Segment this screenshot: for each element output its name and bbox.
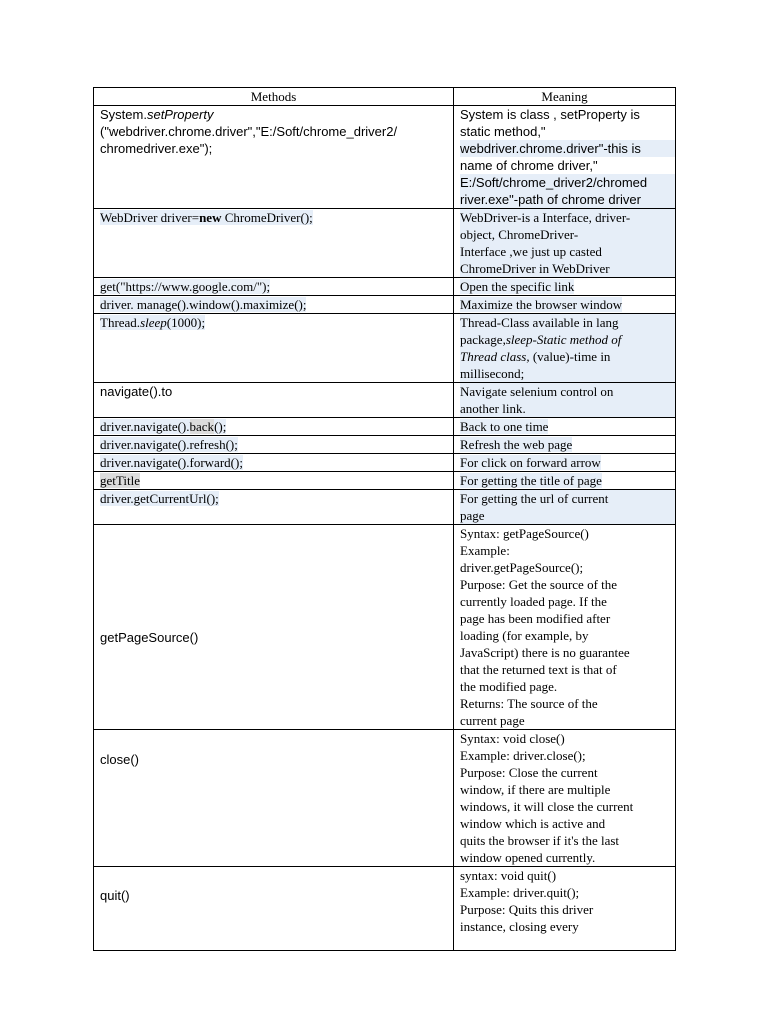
method-cell xyxy=(94,418,454,436)
meaning-line: instance, closing every xyxy=(460,919,579,934)
meaning-line: Example: driver.close(); xyxy=(460,748,586,763)
method-text-highlight: back xyxy=(189,419,215,434)
method-cell xyxy=(94,525,454,730)
method-line xyxy=(100,106,453,123)
table-row xyxy=(94,383,676,418)
table-row xyxy=(94,209,676,278)
meaning-line: JavaScript) there is no guarantee xyxy=(460,645,630,660)
meaning-text: package, xyxy=(460,332,506,347)
table-row xyxy=(94,436,676,454)
meaning-cell xyxy=(454,106,676,209)
method-cell xyxy=(94,867,454,951)
method-text: System. xyxy=(100,107,147,122)
method-text: quit() xyxy=(100,888,130,903)
meaning-line: syntax: void quit() xyxy=(460,868,557,883)
meaning-line: System is class , setProperty is xyxy=(460,107,640,122)
meaning-line: static method," xyxy=(460,124,546,139)
meaning-line: E:/Soft/chrome_driver2/chromed xyxy=(460,174,675,191)
method-cell xyxy=(94,296,454,314)
table-row xyxy=(94,454,676,472)
method-text: (); xyxy=(214,419,227,434)
meaning-line: ChromeDriver in WebDriver xyxy=(460,260,675,277)
method-line xyxy=(100,210,313,225)
meaning-line: loading (for example, by xyxy=(460,628,589,643)
meaning-line: window, if there are multiple xyxy=(460,782,611,797)
meaning-text: Refresh the web page xyxy=(460,437,573,452)
meaning-line: that the returned text is that of xyxy=(460,662,617,677)
meaning-cell xyxy=(454,472,676,490)
method-text: ChromeDriver(); xyxy=(221,210,313,225)
meaning-text: Back to one time xyxy=(460,419,549,434)
table-row xyxy=(94,490,676,525)
method-text: driver.getCurrentUrl(); xyxy=(100,491,219,506)
meaning-line: WebDriver-is a Interface, driver- xyxy=(460,209,675,226)
meaning-line: webdriver.chrome.driver"-this is xyxy=(460,140,675,157)
table-header-row xyxy=(94,88,676,106)
meaning-line: Syntax: getPageSource() xyxy=(460,526,589,541)
meaning-line: Returns: The source of the xyxy=(460,696,598,711)
meaning-line: Purpose: Close the current xyxy=(460,765,598,780)
meaning-cell xyxy=(454,454,676,472)
table-row xyxy=(94,314,676,383)
meaning-line: page xyxy=(460,507,675,524)
table-row xyxy=(94,472,676,490)
header-meaning: Meaning xyxy=(454,88,676,106)
meaning-line: Example: xyxy=(460,543,510,558)
method-cell xyxy=(94,730,454,867)
meaning-cell xyxy=(454,490,676,525)
meaning-line: name of chrome driver," xyxy=(460,158,598,173)
meaning-text: (value)-time in xyxy=(529,349,611,364)
method-cell xyxy=(94,472,454,490)
method-cell xyxy=(94,314,454,383)
meaning-text: Open the specific link xyxy=(460,279,575,294)
meaning-cell xyxy=(454,730,676,867)
meaning-cell xyxy=(454,314,676,383)
meaning-line xyxy=(460,331,675,348)
meaning-text: For click on forward arrow xyxy=(460,455,601,470)
method-cell xyxy=(94,490,454,525)
table-row xyxy=(94,106,676,209)
meaning-line: object, ChromeDriver- xyxy=(460,226,675,243)
meaning-line: For getting the url of current xyxy=(460,490,675,507)
meaning-text: Maximize the browser window xyxy=(460,297,623,312)
meaning-line: Purpose: Get the source of the xyxy=(460,577,618,592)
method-line: chromedriver.exe"); xyxy=(100,141,213,156)
method-text: driver.navigate(). xyxy=(100,419,190,434)
meaning-line: window which is active and xyxy=(460,816,606,831)
method-cell xyxy=(94,454,454,472)
meaning-line: currently loaded page. If the xyxy=(460,594,607,609)
method-text: driver.navigate().forward(); xyxy=(100,455,243,470)
meaning-cell xyxy=(454,383,676,418)
method-text: WebDriver driver= xyxy=(100,210,200,225)
meaning-cell xyxy=(454,867,676,951)
meaning-cell xyxy=(454,296,676,314)
method-cell xyxy=(94,106,454,209)
meaning-line: Interface ,we just up casted xyxy=(460,243,675,260)
meaning-line: Example: driver.quit(); xyxy=(460,885,580,900)
method-cell xyxy=(94,383,454,418)
meaning-line: window opened currently. xyxy=(460,850,596,865)
meaning-text-italic: sleep-Static method of xyxy=(505,332,622,347)
methods-table xyxy=(93,87,676,951)
method-text: getTitle xyxy=(100,473,140,488)
table-row xyxy=(94,296,676,314)
meaning-line: Thread-Class available in lang xyxy=(460,314,675,331)
method-cell xyxy=(94,436,454,454)
method-line xyxy=(100,419,226,434)
table-row xyxy=(94,730,676,867)
method-cell xyxy=(94,278,454,296)
method-line: ("webdriver.chrome.driver","E:/Soft/chrome_driver2/ xyxy=(100,124,398,139)
method-text: driver. manage().window().maximize(); xyxy=(100,297,307,312)
method-text: get("https://www.google.com/"); xyxy=(100,279,271,294)
meaning-cell xyxy=(454,209,676,278)
method-cell xyxy=(94,209,454,278)
meaning-line: another link. xyxy=(460,400,675,417)
method-text: Thread. xyxy=(100,315,141,330)
meaning-cell xyxy=(454,436,676,454)
method-text: getPageSource() xyxy=(100,630,199,645)
method-text: close() xyxy=(100,752,140,767)
method-text-italic: sleep xyxy=(140,315,167,330)
method-text: navigate().to xyxy=(100,384,173,399)
meaning-text: For getting the title of page xyxy=(460,473,602,488)
method-line xyxy=(100,315,205,330)
meaning-line: river.exe"-path of chrome driver xyxy=(460,191,675,208)
meaning-line: Purpose: Quits this driver xyxy=(460,902,594,917)
method-text: (1000); xyxy=(166,315,206,330)
table-row xyxy=(94,278,676,296)
meaning-line: current page xyxy=(460,713,525,728)
method-text: driver.navigate().refresh(); xyxy=(100,437,238,452)
meaning-line: the modified page. xyxy=(460,679,558,694)
meaning-cell xyxy=(454,418,676,436)
table-row xyxy=(94,418,676,436)
meaning-line: page has been modified after xyxy=(460,611,611,626)
method-text-bold: new xyxy=(199,210,222,225)
meaning-cell xyxy=(454,278,676,296)
method-text-italic: setProperty xyxy=(146,107,214,122)
meaning-line: Navigate selenium control on xyxy=(460,383,675,400)
meaning-line: driver.getPageSource(); xyxy=(460,560,584,575)
meaning-line: quits the browser if it's the last xyxy=(460,833,620,848)
meaning-line xyxy=(460,348,675,365)
meaning-cell xyxy=(454,525,676,730)
table-row xyxy=(94,867,676,951)
meaning-text-italic: Thread class, xyxy=(460,349,530,364)
header-methods: Methods xyxy=(94,88,454,106)
meaning-line: windows, it will close the current xyxy=(460,799,634,814)
table-row xyxy=(94,525,676,730)
meaning-line: Syntax: void close() xyxy=(460,731,565,746)
meaning-line: millisecond; xyxy=(460,365,675,382)
